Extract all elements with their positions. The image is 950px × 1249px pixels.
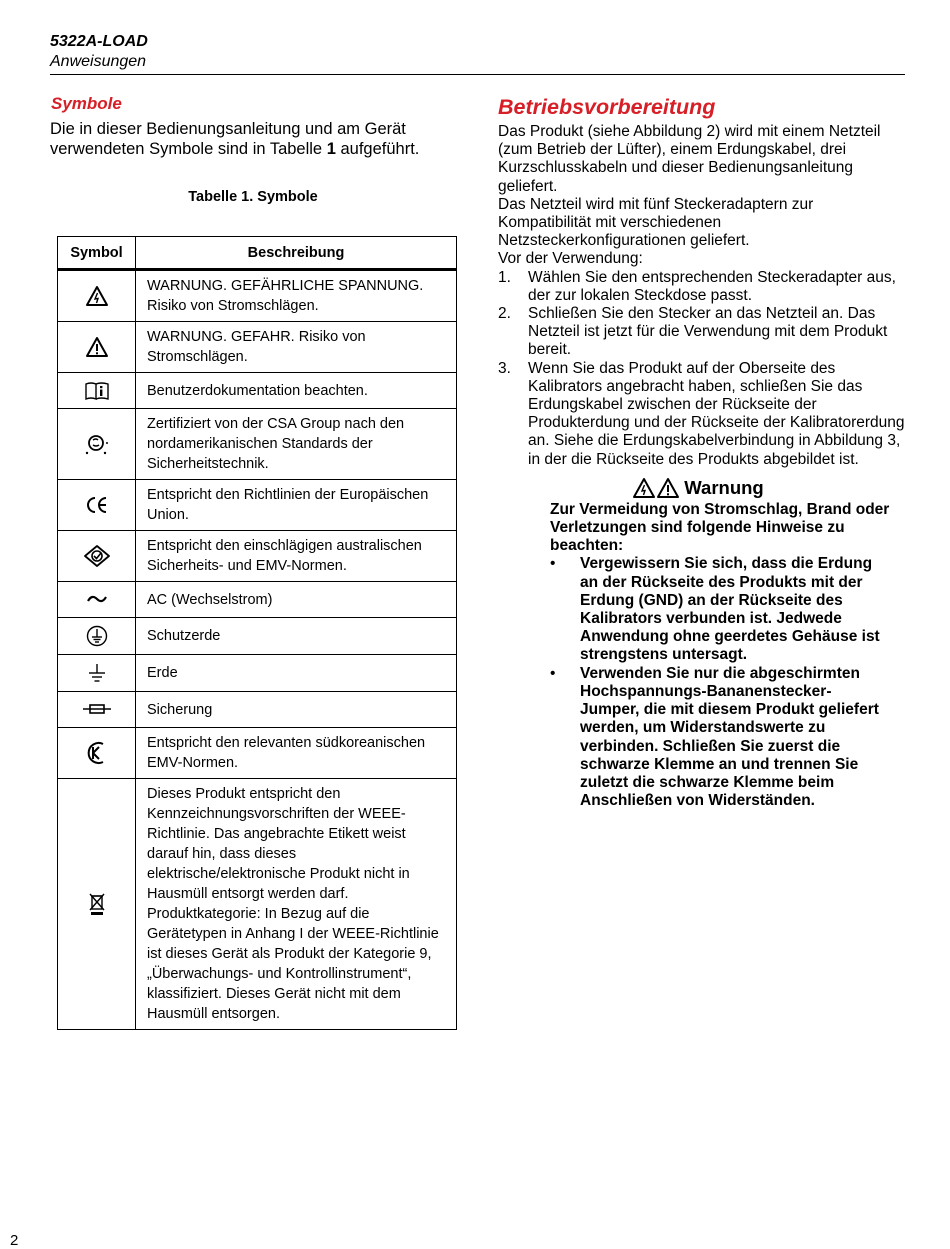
- row-description: Sicherung: [136, 692, 457, 728]
- table-caption: Tabelle 1. Symbole: [188, 189, 318, 205]
- warning-bullets: [550, 555, 890, 810]
- row-description: Schutzerde: [136, 618, 457, 655]
- ac-icon: [86, 593, 108, 605]
- list-item: 1. Wählen Sie den entsprechenden Steckeradapter aus, der zur lokalen Steckdose passt.: [498, 268, 896, 304]
- table-row: [58, 322, 457, 373]
- page-header: [50, 32, 905, 75]
- left-column: [50, 94, 460, 215]
- table-row: [58, 409, 457, 480]
- user-documentation-icon: [84, 381, 110, 401]
- symbols-heading: Symbole: [51, 94, 122, 113]
- row-description: Erde: [136, 655, 457, 692]
- ce-mark-icon: [84, 495, 110, 515]
- fuse-icon: [82, 702, 112, 716]
- protective-earth-icon: [85, 624, 109, 648]
- weee-bin-icon: [88, 892, 106, 916]
- table-row: [58, 655, 457, 692]
- right-column: [498, 94, 908, 810]
- header-description: Beschreibung: [136, 237, 457, 270]
- table-row: [58, 618, 457, 655]
- model-name: 5322A-LOAD: [50, 33, 148, 50]
- row-description: Entspricht den Richtlinien der Europäischen Union.: [136, 480, 457, 531]
- betriebsvorbereitung-heading: Betriebsvorbereitung: [498, 95, 716, 119]
- row-description: AC (Wechselstrom): [136, 582, 457, 618]
- warning-block: [550, 501, 890, 810]
- warning-icon: [85, 336, 109, 358]
- table-row: [58, 582, 457, 618]
- table-row: [58, 270, 457, 322]
- earth-ground-icon: [86, 662, 108, 684]
- warning-icon: [656, 477, 680, 499]
- table-row: [58, 692, 457, 728]
- row-description: Zertifiziert von der CSA Group nach den nordamerikanischen Standards der Sicherheitstechnik.: [136, 409, 457, 480]
- table-row: [58, 373, 457, 409]
- table-row: [58, 480, 457, 531]
- page-number: 2: [10, 1232, 19, 1249]
- steps-list: [498, 269, 908, 469]
- list-item: 2. Schließen Sie den Stecker an das Netzteil an. Das Netzteil ist jetzt für die Verwendung mit dem Produkt bereit.: [498, 305, 888, 359]
- row-description: Benutzerdokumentation beachten.: [136, 373, 457, 409]
- table-row: [58, 531, 457, 582]
- symbols-intro: Die in dieser Bedienungsanleitung und am Gerät verwendeten Symbole sind in Tabelle 1 aufgeführt.: [50, 120, 420, 158]
- warning-title: Warnung: [684, 476, 764, 498]
- row-description: Entspricht den einschlägigen australischen Sicherheits- und EMV-Normen.: [136, 531, 457, 582]
- table-row: [58, 728, 457, 779]
- row-description: WARNUNG. GEFÄHRLICHE SPANNUNG. Risiko von Stromschlägen.: [136, 270, 457, 322]
- row-description: Dieses Produkt entspricht den Kennzeichnungsvorschriften der WEEE-Richtlinie. Das angebrachte Etikett weist darauf hin, dass dieses elektrische/elektronische Produkt nicht in Hausmüll entsorgt werden darf. Produktkategorie: In Bezug auf die Gerätetypen in Anhang I der WEEE-Richtlinie ist dieses Gerät als Produkt der Kategorie 9, „Überwachungs- und Kontrollinstrument“, klassifiziert. Dieses Gerät nicht mit dem Hausmüll entsorgen.: [136, 779, 457, 1030]
- table-row: [58, 779, 457, 1030]
- row-description: Entspricht den relevanten südkoreanischen EMV-Normen.: [136, 728, 457, 779]
- csa-certification-icon: [83, 432, 111, 456]
- list-item: • Verwenden Sie nur die abgeschirmten Hochspannungs-Bananenstecker-Jumper, die mit diesem Produkt geliefert werden, um Widerstandswerte zu verbinden. Schließen Sie zuerst die schwarze Klemme an und trennen Sie zuletzt die schwarze Klemme beim Anschließen von Widerständen.: [550, 664, 879, 810]
- hazardous-voltage-icon: [85, 285, 109, 307]
- header-symbol: Symbol: [58, 237, 136, 270]
- kc-mark-icon: [87, 740, 107, 766]
- warning-heading: [548, 477, 848, 499]
- table-ref: 1: [326, 140, 336, 158]
- paragraph: Vor der Verwendung:: [498, 250, 643, 268]
- paragraph: Das Netzteil wird mit fünf Steckeradaptern zur Kompatibilität mit verschiedenen Netzsteckerkonfigurationen geliefert.: [498, 195, 814, 250]
- paragraph: Das Produkt (siehe Abbildung 2) wird mit einem Netzteil (zum Betrieb der Lüfter), einem Erdungskabel, drei Kurzschlusskabeln und dieser Bedienungsanleitung geliefert.: [498, 123, 881, 195]
- list-item: • Vergewissern Sie sich, dass die Erdung an der Rückseite des Produkts mit der Erdung (GND) an der Rückseite des Kalibrators verbunden ist. Jedwede Anwendung ohne geerdetes Gehäuse ist strengstens untersagt.: [550, 555, 880, 664]
- table-header-row: [58, 237, 457, 270]
- rcm-mark-icon: [83, 544, 111, 568]
- hazardous-voltage-icon: [632, 477, 656, 499]
- section-name: Anweisungen: [50, 53, 147, 70]
- list-item: 3. Wenn Sie das Produkt auf der Oberseite des Kalibrators angebracht haben, schließen Sie das Erdungskabel zwischen der Rückseite der Produkterdung und der Rückseite der Kalibratorerdung an. Siehe die Erdungskabelverbindung in Abbildung 3, in der die Rückseite des Produkts abgebildet ist.: [498, 359, 905, 468]
- header-rule: [50, 74, 905, 75]
- symbols-table: [57, 236, 457, 1030]
- row-description: WARNUNG. GEFAHR. Risiko von Stromschlägen.: [136, 322, 457, 373]
- warning-intro: Zur Vermeidung von Stromschlag, Brand oder Verletzungen sind folgende Hinweise zu beachten:: [550, 500, 890, 555]
